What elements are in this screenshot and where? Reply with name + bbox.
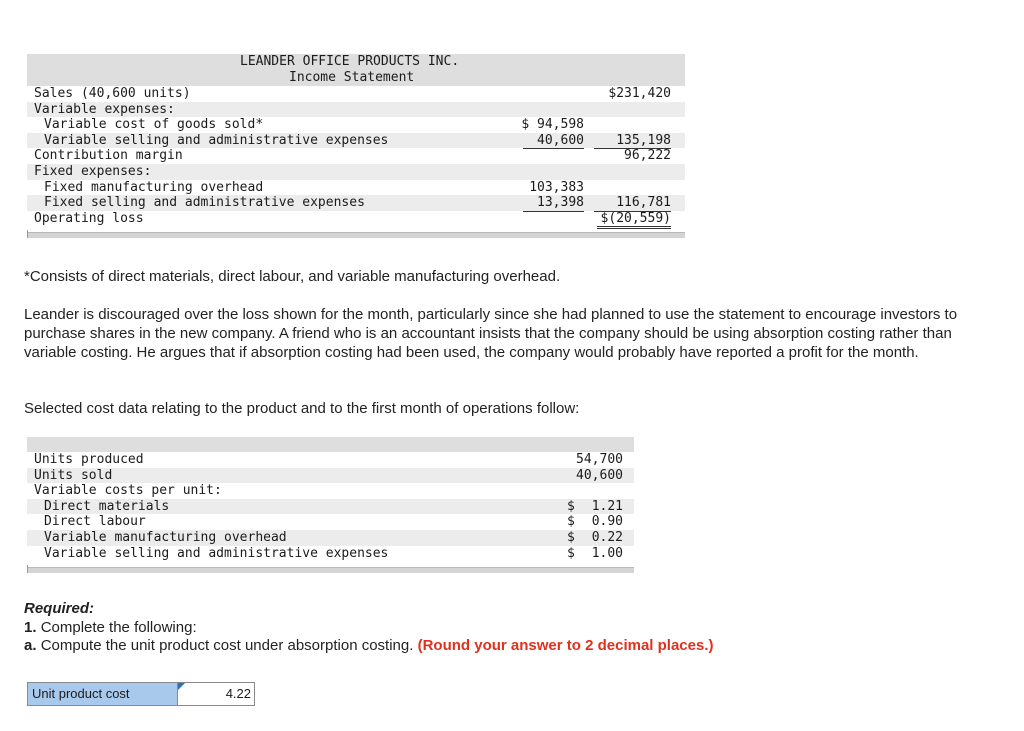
statement-row-variable-expenses [27, 102, 685, 118]
cost-row-units-produced [27, 452, 634, 468]
company-name: LEANDER OFFICE PRODUCTS INC. [240, 54, 460, 69]
currency-sign: $ [567, 514, 575, 530]
currency-sign: $ [567, 529, 575, 545]
cost-table-header [27, 437, 634, 452]
cost-data-table [27, 437, 634, 573]
cost-row-direct-labour [27, 514, 634, 530]
row-label: Units produced [34, 452, 144, 467]
statement-footer-bar [27, 232, 685, 238]
cost-row-variable-costs-heading [27, 483, 634, 499]
row-amount: 13,398 [523, 195, 584, 212]
row-amount: 103,383 [529, 179, 584, 195]
cost-row-variable-selling [27, 546, 634, 562]
required-heading [24, 599, 94, 618]
row-label: Variable costs per unit: [34, 483, 222, 499]
row-label: Direct labour [44, 514, 146, 530]
statement-header [27, 54, 685, 86]
unit-product-cost-input[interactable] [178, 683, 254, 705]
part-text: Compute the unit product cost under absorption costing. [40, 637, 414, 654]
row-label: Variable cost of goods sold* [44, 117, 264, 133]
row-value: 40,600 [576, 467, 623, 483]
statement-row-fixed-manufacturing [27, 180, 685, 196]
statement-title: Income Statement [289, 69, 415, 85]
row-label: Sales (40,600 units) [34, 86, 191, 101]
answer-value: 4.22 [225, 686, 251, 701]
row-label: Variable manufacturing overhead [44, 529, 287, 545]
row-value: 0.22 [591, 529, 623, 545]
answer-table [27, 682, 255, 706]
row-label: Operating loss [34, 210, 144, 226]
income-statement [27, 54, 685, 238]
row-total: 135,198 [594, 133, 671, 150]
row-label: Fixed expenses: [34, 163, 152, 179]
statement-row-contribution-margin [27, 148, 685, 164]
answer-label: Unit product cost [28, 683, 178, 705]
cost-footer-edge [27, 565, 28, 573]
statement-row-fixed-expenses [27, 164, 685, 180]
row-label: Variable selling and administrative expenses [44, 132, 389, 148]
row-total: $(20,559) [597, 211, 671, 230]
required-step [24, 618, 197, 637]
cost-footer-bar [27, 567, 634, 573]
row-total: 96,222 [624, 148, 671, 164]
row-total: $231,420 [608, 86, 671, 101]
statement-row-operating-loss [27, 211, 685, 227]
footnote: *Consists of direct materials, direct labour, and variable manufacturing overhead. [24, 268, 561, 285]
row-label: Fixed manufacturing overhead [44, 179, 264, 195]
required-part-a [24, 636, 714, 655]
row-label: Fixed selling and administrative expenses [44, 195, 365, 211]
row-value: 54,700 [576, 452, 623, 467]
row-amount: $ 94,598 [521, 117, 584, 133]
row-total: 116,781 [594, 195, 671, 212]
rounding-note: (Round your answer to 2 decimal places.) [417, 637, 714, 654]
statement-row-sales [27, 86, 685, 102]
row-amount: 40,600 [523, 133, 584, 150]
statement-row-variable-selling [27, 133, 685, 149]
statement-row-variable-cogs [27, 117, 685, 133]
cost-row-units-sold [27, 468, 634, 484]
row-label: Variable expenses: [34, 101, 175, 117]
cost-row-variable-overhead [27, 530, 634, 546]
step-text: Complete the following: [40, 619, 197, 636]
row-value: 1.21 [591, 498, 623, 514]
cost-row-direct-materials [27, 499, 634, 515]
row-label: Units sold [34, 467, 113, 483]
row-label: Variable selling and administrative expenses [44, 545, 389, 561]
step-number: 1. [24, 619, 37, 636]
row-value: 0.90 [591, 514, 623, 530]
input-marker-icon [178, 683, 185, 690]
required-title: Required: [24, 600, 95, 617]
currency-sign: $ [567, 545, 575, 561]
part-letter: a. [24, 637, 37, 654]
statement-row-fixed-selling [27, 195, 685, 211]
row-value: 1.00 [591, 545, 623, 561]
selected-cost-intro: Selected cost data relating to the product and to the first month of operations follow: [24, 400, 580, 417]
row-label: Contribution margin [34, 148, 183, 164]
row-label: Direct materials [44, 498, 170, 514]
statement-footer-edge [27, 230, 28, 238]
context-paragraph: Leander is discouraged over the loss shown for the month, particularly since she had planned to use the statement to encourage investors to purchase shares in the new company. A friend who is an accountant insists that the company should be using absorption costing rather than variable costing. He argues that if absorption costing had been used, the company would probably have reported a profit for the month. [24, 306, 958, 361]
currency-sign: $ [567, 498, 575, 514]
